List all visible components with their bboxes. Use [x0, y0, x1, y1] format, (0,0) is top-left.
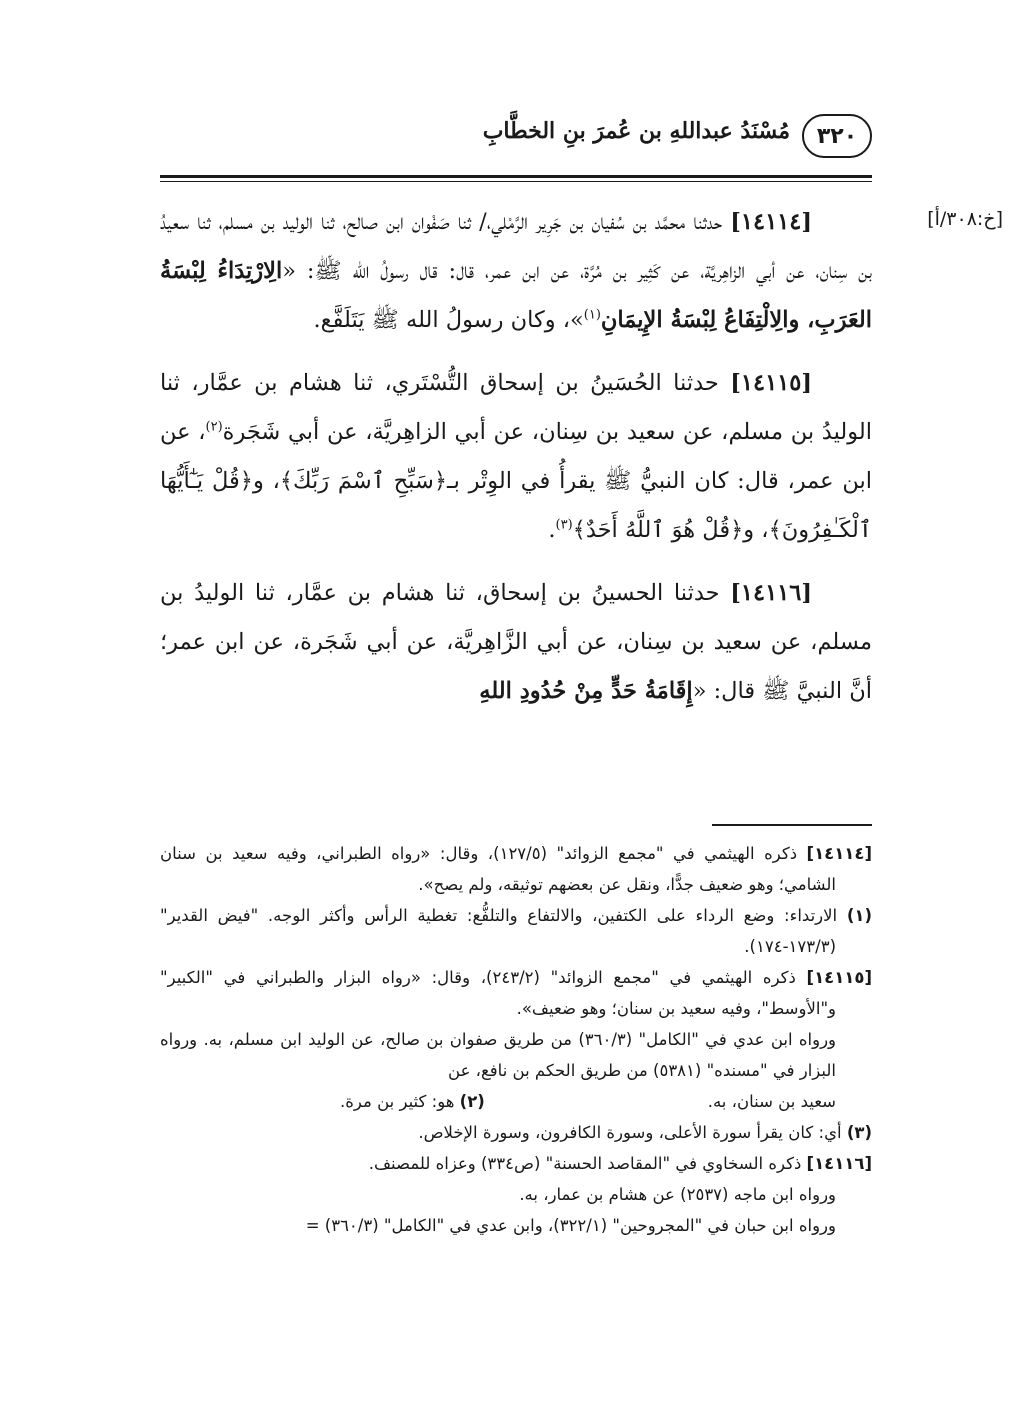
footnote-14114 — [160, 838, 872, 900]
hadith-matn: إِقَامَةُ حَدٍّ مِنْ حُدُودِ اللهِ — [479, 678, 693, 704]
hadith-text: حدثنا الحُسَينُ بن إسحاق التُّسْتَري، ثنا هشام بن عمَّار، ثنا الوليدُ بن مسلم، عن سعيد بن سِنان، عن أبي الزاهِريَّة، عن أبي شَجَرة — [160, 370, 872, 445]
footnote-14116 — [160, 1148, 872, 1179]
footnote-text: أي: كان يقرأ سورة الأعلى، وسورة الكافرون، وسورة الإخلاص. — [418, 1123, 847, 1142]
footnote-line-pair — [160, 1086, 872, 1117]
footnote-2 — [160, 1086, 485, 1117]
hadith-matn: الِارْتِدَاءُ لِبْسَةُ العَرَبِ، والِالْتِفَاعُ لِبْسَةُ الإِيمَانِ — [160, 258, 872, 333]
footnote-ref[interactable]: (١) — [583, 307, 601, 323]
footnote-separator — [712, 824, 872, 826]
hadith-number: [١٤١١٦] — [730, 580, 812, 606]
footnote-text: ذكره السخاوي في "المقاصد الحسنة" (ص٣٣٤) وعزاه للمصنف. — [368, 1154, 807, 1173]
hadith-text: حدثنا محمَّد بن سُفيان بن جَرِير الرَّمْلي،/ ثنا صَفْوان ابن صالح، ثنا الوليد بن مسلم، ثنا سعيدُ بن سِنان، عن أبي الزاهِريَّة، عن كَثِير بن مُرَّة، عن ابن عمر، قال: قال رسولُ الله ﷺ: « — [160, 209, 873, 284]
hadith-text: ، عن ابن عمر، قال: كان النبيُّ ﷺ يقرأُ في الوِتْر بـ﴿سَبِّحِ ٱسْمَ رَبِّكَ﴾، و﴿قُلْ يَـٰٓأَيُّهَا ٱلْكَـٰفِرُونَ﴾، و﴿قُلْ هُوَ ٱللَّهُ أَحَدٌ﴾ — [160, 419, 872, 543]
footnote-14115-continuation: ورواه ابن عدي في "الكامل" (٣٦٠/٣) من طريق صفوان بن صالح، عن الوليد ابن مسلم، به. ورواه البزار في "مسنده" (٥٣٨١) من طريق الحكم بن نافع، عن — [160, 1030, 837, 1080]
page-number: ٣٢٠ — [802, 114, 872, 158]
footnote-text: الارتداء: وضع الرداء على الكتفين، والالتفاع والتلفُّع: تغطية الرأس وأكثر الوجه. "فيض القدير" (١٧٣/٣-١٧٤). — [160, 906, 847, 956]
page-header — [160, 110, 872, 162]
footnote-number: [١٤١١٦] — [806, 1154, 872, 1173]
hadith-14114 — [160, 198, 872, 345]
footnote-number: [١٤١١٤] — [806, 844, 872, 863]
footnote-text: ذكره الهيثمي في "مجمع الزوائد" (٢٤٣/٢)، وقال: «رواه البزار والطبراني في "الكبير" و"الأوسط"، وفيه سعيد بن سنان؛ وهو ضعيف». — [160, 968, 836, 1018]
main-text — [160, 198, 872, 730]
header-rule-thin — [160, 181, 872, 182]
footnote-ref[interactable]: (٣) — [555, 517, 573, 533]
footnote-ref[interactable]: (٢) — [205, 419, 223, 435]
hadith-14116 — [160, 569, 872, 716]
hadith-text: »، وكان رسولُ الله ﷺ يَتَلَفَّع. — [313, 307, 584, 333]
hadith-number: [١٤١١٤] — [730, 209, 812, 235]
footnotes — [160, 838, 872, 1241]
footnote-3 — [160, 1117, 872, 1148]
footnote-number: (٣) — [846, 1123, 872, 1142]
footnote-14115 — [160, 962, 872, 1024]
footnote-number: (١) — [846, 906, 872, 925]
footnote-text: هو: كثير بن مرة. — [340, 1092, 460, 1111]
hadith-14115 — [160, 359, 872, 555]
footnote-text: سعيد بن سنان، به. — [707, 1092, 836, 1111]
header-rule-thick — [160, 175, 872, 178]
footnote-text: ذكره الهيثمي في "مجمع الزوائد" (١٢٧/٥)، وقال: «رواه الطبراني، وفيه سعيد بن سنان الشامي؛ وهو ضعيف جدًّا، ونقل عن بعضهم توثيقه، ولم يصح». — [160, 844, 836, 894]
hadith-text: حدثنا الحسينُ بن إسحاق، ثنا هشام بن عمَّار، ثنا الوليدُ بن مسلم، عن سعيد بن سِنان، عن أبي الزَّاهِريَّة، عن أبي شَجَرة، عن ابن عمر؛ أنَّ النبيَّ ﷺ قال: « — [160, 580, 872, 704]
running-title: مُسْنَدُ عبداللهِ بن عُمرَ بنِ الخطَّابِ — [482, 118, 790, 144]
hadith-number: [١٤١١٥] — [730, 370, 812, 396]
footnote-number: [١٤١١٥] — [806, 968, 872, 987]
manuscript-reference: [خ:٣٠٨/أ] — [927, 208, 1003, 230]
footnote-number: (٢) — [459, 1092, 485, 1111]
hadith-text: . — [548, 517, 556, 543]
footnote-14116-line3: ورواه ابن حبان في "المجروحين" (٣٢٢/١)، وابن عدي في "الكامل" (٣٦٠/٣) = — [305, 1216, 836, 1235]
footnote-14116-line2: ورواه ابن ماجه (٢٥٣٧) عن هشام بن عمار، به. — [519, 1185, 836, 1204]
footnote-1 — [160, 900, 872, 962]
